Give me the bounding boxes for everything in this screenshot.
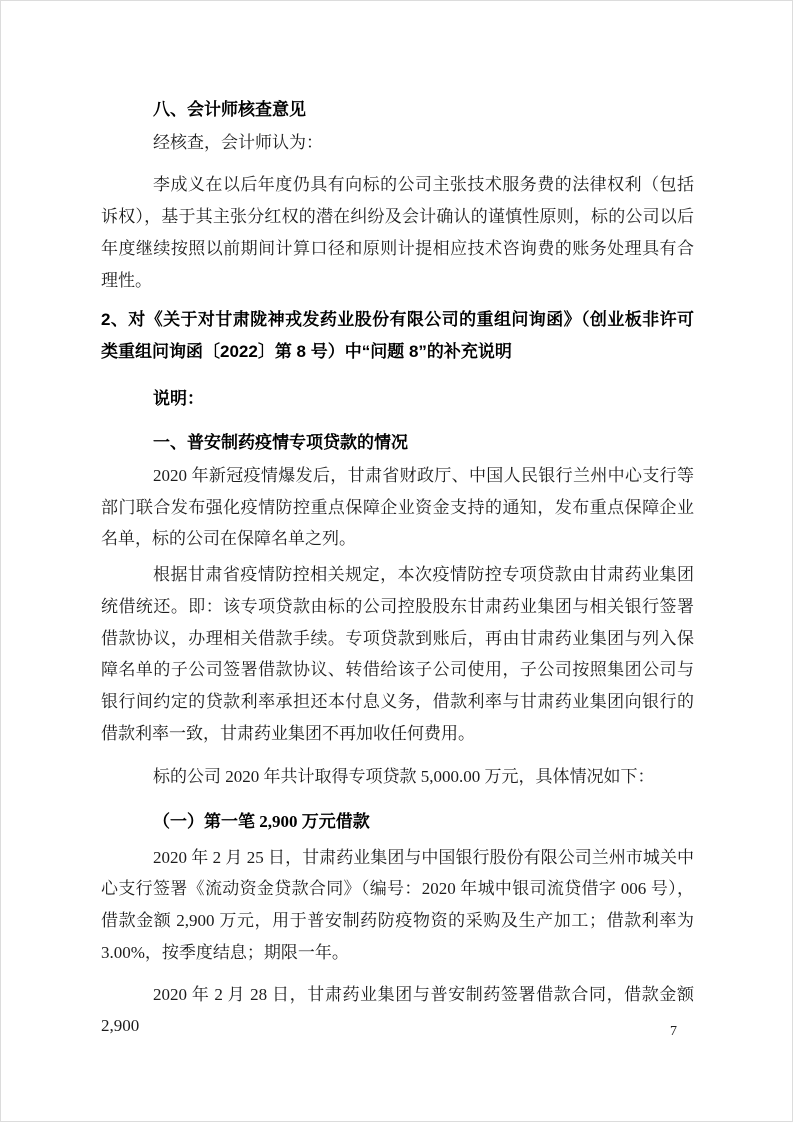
page-number: 7 [670, 1024, 677, 1039]
section-heading-accountant-opinion: 八、会计师核查意见 [153, 100, 306, 119]
document-content [101, 94, 694, 1042]
note-label: 说明： [153, 388, 204, 408]
paragraph-first-loan-onlending: 2020 年 2 月 28 日，甘肃药业集团与普安制药签署借款合同，借款金额 2,900 [101, 984, 694, 1036]
paragraph-epidemic-background: 2020 年新冠疫情爆发后，甘肃省财政厅、中国人民银行兰州中心支行等部门联合发布强化疫情防控重点保障企业资金支持的通知，发布重点保障企业名单，标的公司在保障名单之列。 [101, 466, 694, 549]
paragraph-loan-total: 标的公司 2020 年共计取得专项贷款 5,000.00 万元，具体情况如下： [153, 767, 655, 787]
paragraph-accountant-opinion: 李成义在以后年度仍具有向标的公司主张技术服务费的法律权利（包括诉权），基于其主张分红权的潜在纠纷及会计确认的谨慎性原则，标的公司以后年度继续按照以前期间计算口径和原则计提相应技术咨询费的账务处理具有合理性。 [101, 175, 694, 290]
paragraph-verification-intro: 经核查，会计师认为： [153, 132, 323, 152]
section-heading-inquiry-supplement: 2、对《关于对甘肃陇神戎发药业股份有限公司的重组问询函》（创业板非许可类重组问询函〔2022〕第 8 号）中“问题 8”的补充说明 [101, 310, 694, 361]
paragraph-loan-arrangement: 根据甘肃省疫情防控相关规定，本次疫情防控专项贷款由甘肃药业集团统借统还。即：该专项贷款由标的公司控股股东甘肃药业集团与相关银行签署借款协议，办理相关借款手续。专项贷款到账后，再由甘肃药业集团与列入保障名单的子公司签署借款协议、转借给该子公司使用，子公司按照集团公司与银行间约定的贷款利率承担还本付息义务，借款利率与甘肃药业集团向银行的借款利率一致，甘肃药业集团不再加收任何费用。 [101, 565, 694, 743]
subsection-heading-special-loan: 一、普安制药疫情专项贷款的情况 [153, 433, 408, 453]
subsection-heading-first-loan: （一）第一笔 2,900 万元借款 [153, 812, 370, 832]
paragraph-first-loan-contract: 2020 年 2 月 25 日，甘肃药业集团与中国银行股份有限公司兰州市城关中心支行签署《流动资金贷款合同》（编号：2020 年城中银司流贷借字 006 号），借款金额 2,900 万元，用于普安制药防疫物资的采购及生产加工；借款利率为 3.00%，按季度结息；期限一年。 [101, 847, 694, 962]
